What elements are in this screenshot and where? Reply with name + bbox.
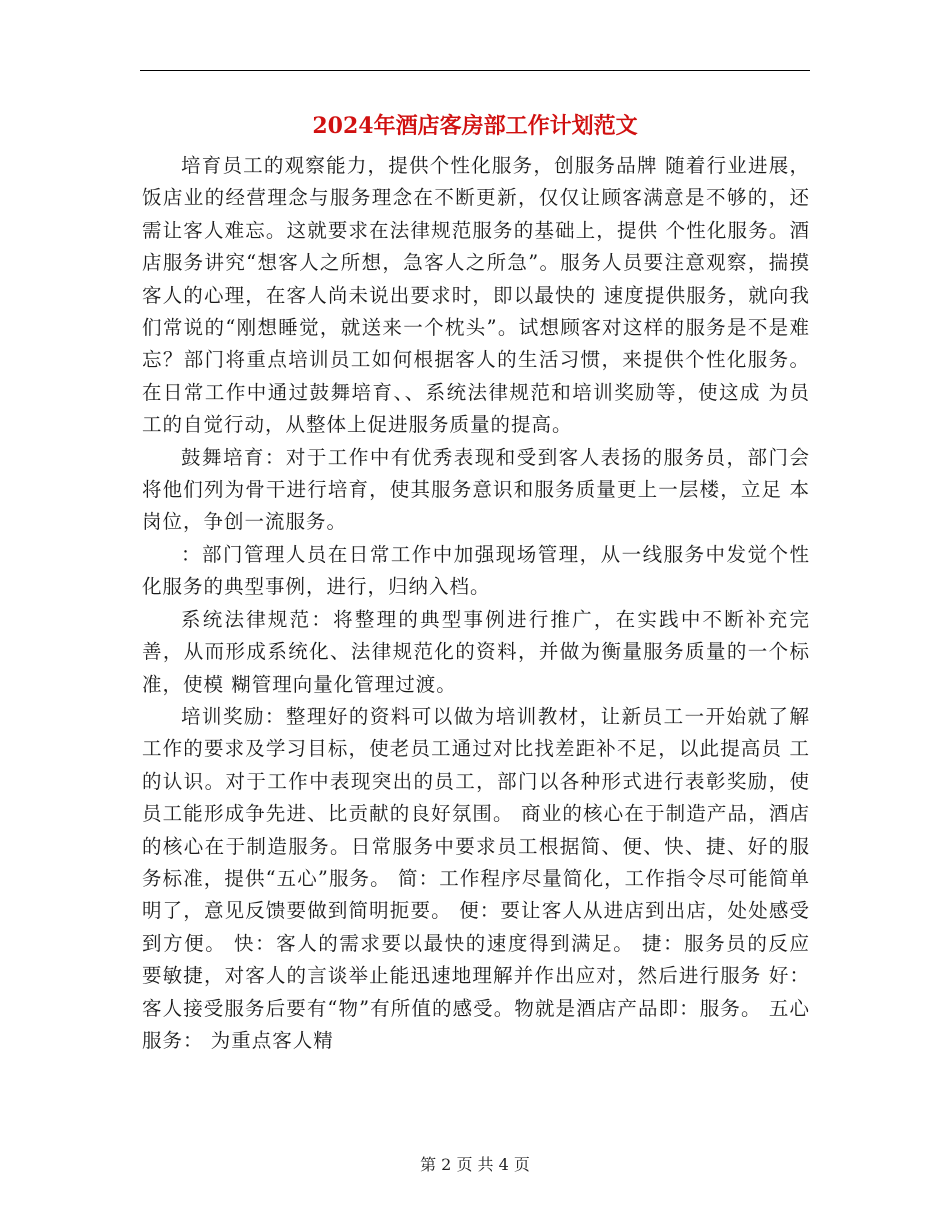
- paragraph-field-management: ：部门管理人员在日常工作中加强现场管理，从一线服务中发觉个性化服务的典型事例，进行，归纳入档。: [142, 542, 810, 599]
- document-title: 2024年酒店客房部工作计划范文: [312, 113, 638, 139]
- paragraph-encourage-cultivate: 鼓舞培育：对于工作中有优秀表现和受到客人表扬的服务员，部门会将他们列为骨干进行培育，使其服务意识和服务质量更上一层楼，立足 本岗位，争创一流服务。: [142, 445, 810, 534]
- paragraph-personalized-service: 培育员工的观察能力，提供个性化服务，创服务品牌 随着行业进展，饭店业的经营理念与服务理念在不断更新，仅仅让顾客满意是不够的，还需让客人难忘。这就要求在法律规范服务的基础上，提供 个性化服务。酒店服务讲究“想客人之所想，急客人之所急”。服务人员要注意观察，揣摸客人的心理，在客人尚未说出要求时，即以最快的 速度提供服务，就向我们常说的“刚想睡觉，就送来一个枕头”。试想顾客对这样的服务是不是难忘？部门将重点培训员工如何根据客人的生活习惯，来提供个性化服务。在日常工作中通过鼓舞培育、、系统法律规范和培训奖励等，使这成 为员工的自觉行动，从整体上促进服务质量的提高。: [142, 154, 810, 437]
- paragraph-training-rewards: 培训奖励：整理好的资料可以做为培训教材，让新员工一开始就了解工作的要求及学习目标，使老员工通过对比找差距补不足，以此提高员 工的认识。对于工作中表现突出的员工，部门以各种形式进行表彰奖励，使员工能形成争先进、比贡献的良好氛围。 商业的核心在于制造产品，酒店的核心在于制造服务。日常服务中要求员工根据简、便、快、捷、好的服务标准，提供“五心”服务。 简：工作程序尽量简化，工作指令尽可能简单明了，意见反馈要做到简明扼要。 便：要让客人从进店到出店，处处感受到方便。 快：客人的需求要以最快的速度得到满足。 捷：服务员的反应要敏捷，对客人的言谈举止能迅速地理解并作出应对，然后进行服务 好：客人接受服务后要有“物”有所值的感受。物就是酒店产品即：服务。 五心服务： 为重点客人精: [142, 704, 810, 1052]
- paragraph-system-standards: 系统法律规范：将整理的典型事例进行推广，在实践中不断补充完善，从而形成系统化、法律规范化的资料，并做为衡量服务质量的一个标准，使模 糊管理向量化管理过渡。: [142, 607, 810, 696]
- document-body: [142, 150, 810, 1057]
- header-rule: [140, 70, 810, 71]
- page-number: 第 2 页 共 4 页: [420, 1155, 530, 1174]
